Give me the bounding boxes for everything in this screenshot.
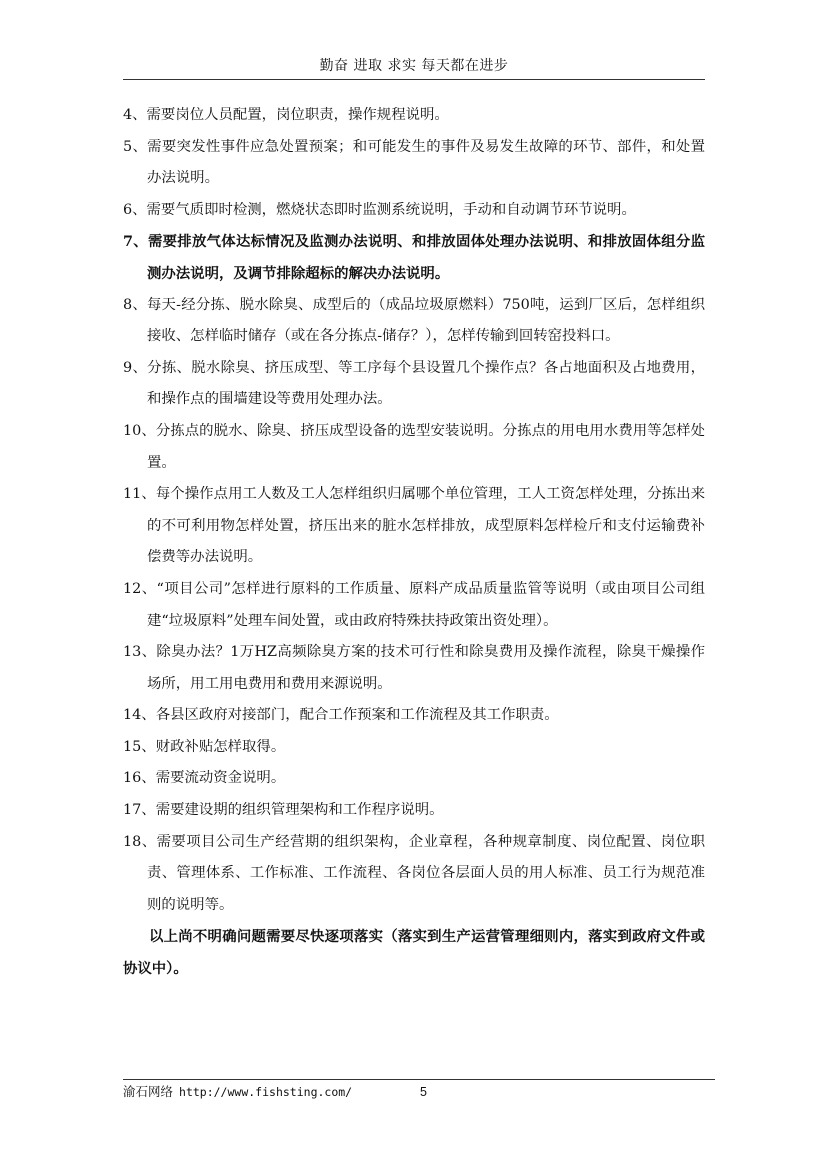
list-item-13: 13、除臭办法？1万HZ高频除臭方案的技术可行性和除臭费用及操作流程，除臭干燥操作场所，用工用电费用和费用来源说明。 xyxy=(123,644,705,692)
footer-url: http://www.fishsting.com/ xyxy=(179,1085,353,1099)
header-divider xyxy=(123,79,705,80)
list-item-7: 7、需要排放气体达标情况及监测办法说明、和排放固体处理办法说明、和排放固体组分监测办法说明，及调节排除超标的解决办法说明。 xyxy=(123,233,705,282)
list-item-9: 9、分拣、脱水除臭、挤压成型、等工序每个县设置几个操作点？各占地面积及占地费用，和操作点的围墙建设等费用处理办法。 xyxy=(123,359,705,408)
page-number: 5 xyxy=(420,1085,427,1099)
page-footer xyxy=(123,1084,715,1100)
footer-divider xyxy=(123,1079,715,1080)
list-item-11: 11、每个操作点用工人数及工人怎样组织归属哪个单位管理，工人工资怎样处理，分拣出来的不可利用物怎样处置，挤压出来的脏水怎样排放，成型原料怎样检斤和支付运输费补偿费等办法说明。 xyxy=(123,486,705,566)
footer-company: 渝石网络 xyxy=(123,1084,174,1099)
list-item-10: 10、分拣点的脱水、除臭、挤压成型设备的选型安装说明。分拣点的用电用水费用等怎样处置。 xyxy=(123,422,705,471)
list-item-12: 12、“项目公司”怎样进行原料的工作质量、原料产成品质量监管等说明（或由项目公司组建“垃圾原料”处理车间处置，或由政府特殊扶持政策出资处理）。 xyxy=(123,580,705,629)
list-item-15: 15、财政补贴怎样取得。 xyxy=(123,738,286,755)
list-item-17: 17、需要建设期的组织管理架构和工作程序说明。 xyxy=(123,802,444,819)
list-item-14: 14、各县区政府对接部门，配合工作预案和工作流程及其工作职责。 xyxy=(123,707,559,724)
list-item-4: 4、需要岗位人员配置，岗位职责，操作规程说明。 xyxy=(123,107,449,123)
closing-paragraph: 以上尚不明确问题需要尽快逐项落实（落实到生产运营管理细则内，落实到政府文件或协议中）。 xyxy=(123,928,705,978)
document-body xyxy=(123,100,705,985)
list-item-16: 16、需要流动资金说明。 xyxy=(123,770,286,787)
list-item-8: 8、每天-经分拣、脱水除臭、成型后的（成品垃圾原燃料）750吨，运到厂区后，怎样组织接收、怎样临时储存（或在各分拣点-储存？），怎样传输到回转窑投料口。 xyxy=(123,296,705,345)
list-item-5: 5、需要突发性事件应急处置预案；和可能发生的事件及易发生故障的环节、部件，和处置办法说明。 xyxy=(123,138,705,187)
list-item-6: 6、需要气质即时检测，燃烧状态即时监测系统说明，手动和自动调节环节说明。 xyxy=(123,201,636,218)
page-header: 勤奋 进取 求实 每天都在进步 xyxy=(319,58,509,74)
list-item-18: 18、需要项目公司生产经营期的组织架构，企业章程，各种规章制度、岗位配置、岗位职责、管理体系、工作标准、工作流程、各岗位各层面人员的用人标准、员工行为规范准则的说明等。 xyxy=(123,833,705,913)
